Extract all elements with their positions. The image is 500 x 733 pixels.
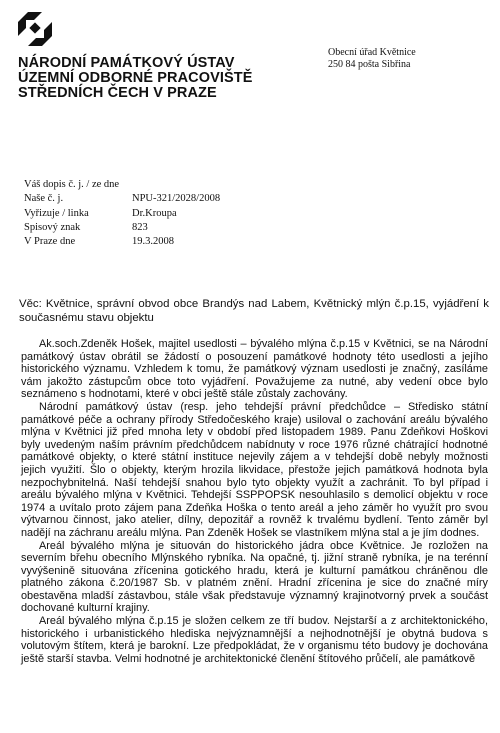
reference-value: 823	[132, 221, 148, 233]
reference-row	[24, 193, 332, 207]
reference-value	[132, 179, 332, 193]
body-paragraph: Ak.soch.Zdeněk Hošek, majitel usedlosti – bývalého mlýna č.p.15 v Květnici, se na Národní památkový ústav obrátil se žádostí o posouzení památkové hodnoty této usedlosti a jejího historického významu. Vzhledem k tomu, že památkový význam usedlosti je značný, zasíláme vám jakožto zástupcům obce toto vyjádření. Považujeme za nutné, aby vedení obce bylo seznámeno s hodnotami, které v obci ještě stále zůstaly zachovány.	[21, 338, 488, 401]
reference-row	[24, 236, 332, 250]
letter-subject: Věc: Květnice, správní obvod obce Brandýs nad Labem, Květnický mlýn č.p.15, vyjádření k současnému stavu objektu	[19, 298, 489, 324]
reference-row	[24, 222, 332, 236]
institution-line: ÚZEMNÍ ODBORNÉ PRACOVIŠTĚ	[18, 70, 253, 86]
reference-label: V Praze dne	[24, 236, 76, 248]
reference-value: Dr.Kroupa	[132, 207, 177, 219]
reference-label: Naše č. j.	[24, 193, 64, 205]
reference-block	[24, 179, 332, 250]
institution-line: NÁRODNÍ PAMÁTKOVÝ ÚSTAV	[18, 55, 235, 71]
npu-logo-icon	[14, 8, 56, 48]
reference-label: Váš dopis č. j. / ze dne	[24, 179, 120, 190]
letter-body	[21, 338, 488, 665]
reference-value: NPU-321/2028/2008	[132, 193, 221, 205]
recipient-address	[328, 47, 416, 71]
body-paragraph: Areál bývalého mlýna č.p.15 je složen celkem ze tří budov. Nejstarší a z architektonického, historického i urbanistického hlediska nejvýznamnější a nejhodnotnější je obytná budova s volutovým štítem, která je barokní. Lze předpokládat, že v organismu této budovy je dochována ještě starší stavba. Velmi hodnotné je architektonické členění štítového průčelí, ale památkově	[21, 615, 488, 665]
reference-label: Vyřizuje / linka	[24, 207, 89, 219]
reference-row	[24, 208, 332, 222]
recipient-line: Obecní úřad Květnice	[328, 47, 416, 58]
institution-name	[18, 56, 318, 101]
reference-label: Spisový znak	[24, 221, 81, 233]
reference-value: 19.3.2008	[132, 236, 174, 248]
institution-line: STŘEDNÍCH ČECH V PRAZE	[18, 85, 217, 101]
body-paragraph: Národní památkový ústav (resp. jeho tehdejší právní předchůdce – Středisko státní památkové péče a ochrany přírody Středočeského kraje) usiloval o zachování areálu bývalého mlýna v Květnici již před mnoha lety v období před listopadem 1989. Panu Zdeňkovi Hoškovi byly uvedeným naším právním předchůdcem nabídnuty v roce 1976 různé chátrající hodnotné památkové objekty, o které státní instituce nejevily zájem a v tehdejší době nebyly možnosti jejich využití. Šlo o objekty, kterým hrozila likvidace, přestože jejich památková hodnota byla nezpochybnitelná. Naší tehdejší snahou bylo tyto objekty využít a zachránit. To byl případ i areálu bývalého mlýna v Květnici. Tehdejší SSPPOPSK nesouhlasilo s demolicí objektu v roce 1974 a uvítalo proto zájem pana Zdeňka Hoška o tento areál a jeho záměr ho využít pro svou výtvarnou činnost, jako atelier, dílny, depozitář a rovněž k trvalému bydlení. Tento záměr byl nadějí na záchranu areálu mlýna. Pan Zdeněk Hošek se vlastníkem mlýna stal a je jím dodnes.	[21, 400, 488, 539]
body-paragraph: Areál bývalého mlýna je situován do historického jádra obce Květnice. Je rozložen na severním břehu obecního Mlýnského rybníka. Na opačné, tj. jižní straně rybníka, je na terénní vyvýšenině situována zřícenina gotického hradu, která je kulturní památkou chráněnou dle platného zákona č.20/1987 Sb. v platném znění. Hradní zřícenina je sice do značné míry obestavěna mladší zástavbou, stále však představuje významný krajinotvorný prvek a součást dochované kulturní krajiny.	[21, 539, 488, 615]
reference-row	[24, 179, 332, 193]
recipient-line: 250 84 pošta Sibřina	[328, 59, 411, 70]
